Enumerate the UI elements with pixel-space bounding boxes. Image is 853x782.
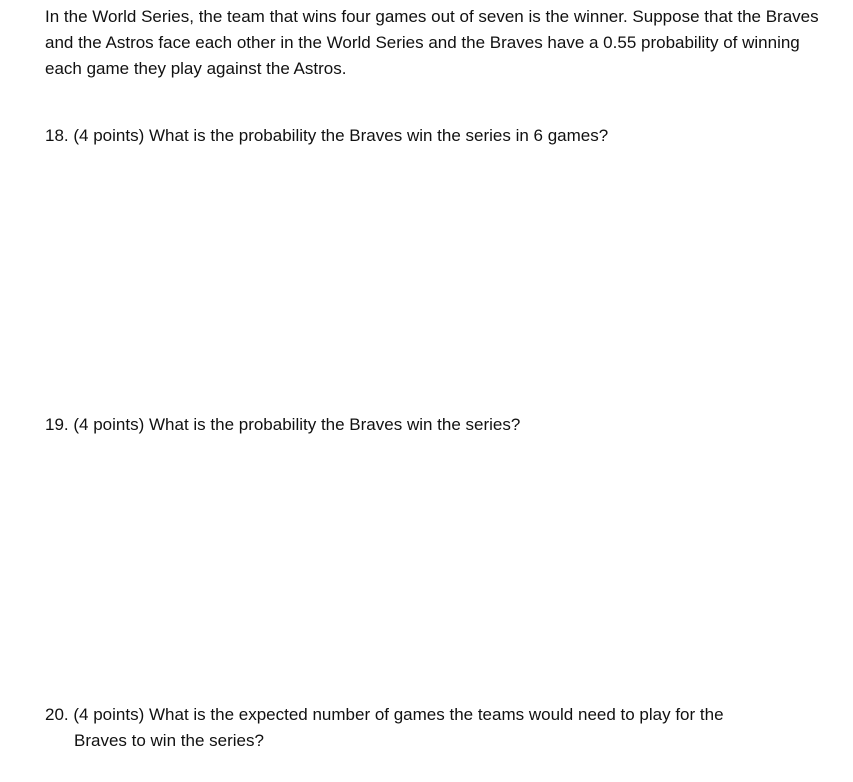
question-text-continued: Braves to win the series? [74,731,264,750]
question-points: (4 points) [73,126,145,145]
problem-intro: In the World Series, the team that wins four games out of seven is the winner. Suppose that the Braves and the Astros face each other in the World Series and the Braves have a 0.55 probability of winning each game they play against the Astros. [45,7,819,78]
question-number: 18. [45,126,69,145]
question-points: (4 points) [73,705,145,724]
question-number: 20. [45,705,69,724]
question-text: What is the expected number of games the teams would need to play for the [148,705,724,724]
question-number: 19. [45,415,69,434]
question-20 [45,702,825,754]
question-19 [45,412,825,438]
question-text: What is the probability the Braves win the series in 6 games? [148,126,609,145]
question-points: (4 points) [73,415,145,434]
question-text: What is the probability the Braves win the series? [148,415,521,434]
question-18 [45,123,825,149]
